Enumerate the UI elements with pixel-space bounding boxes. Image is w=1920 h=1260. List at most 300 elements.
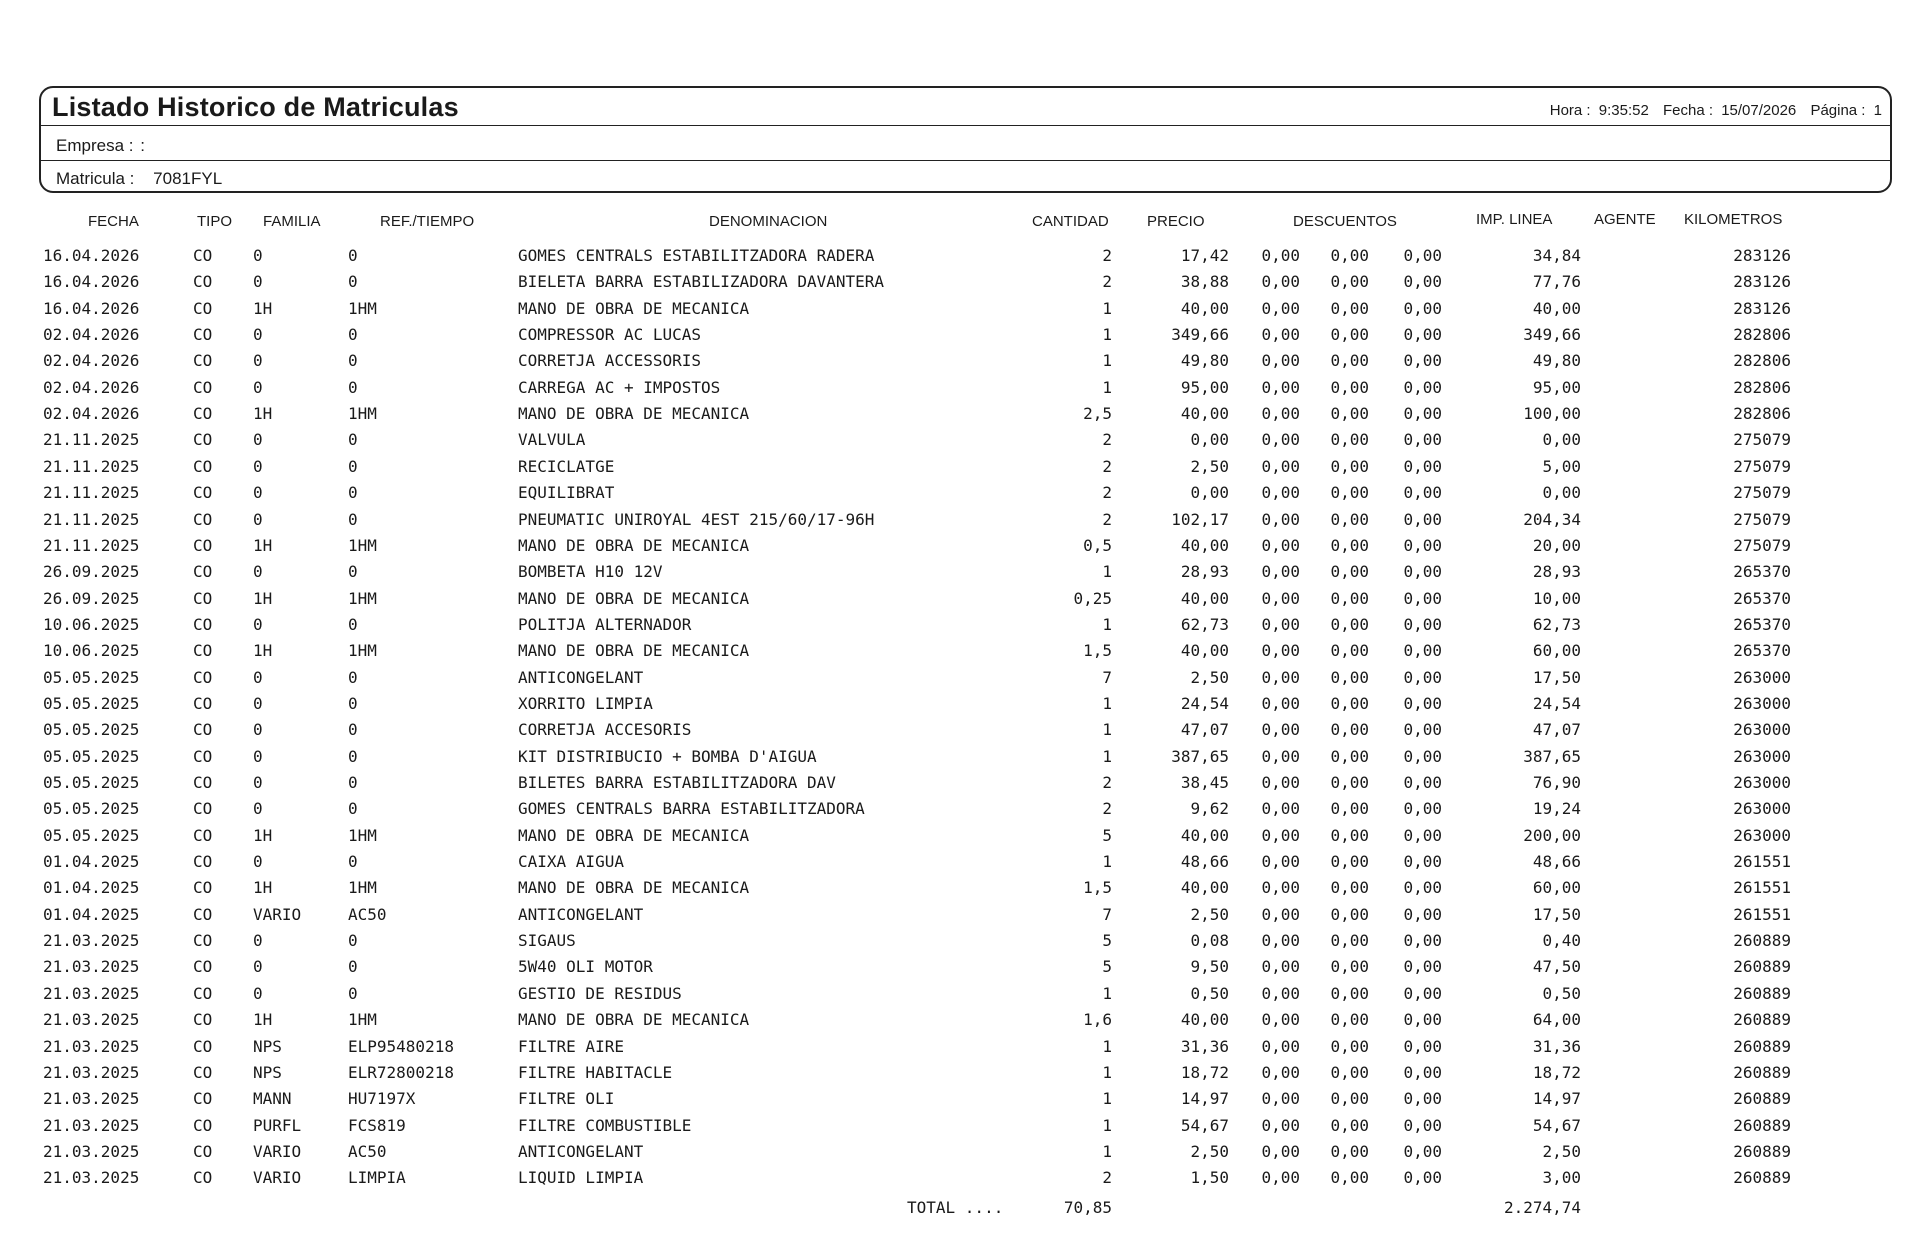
table-row	[0, 510, 1920, 536]
cell-kilometros: 260889	[1733, 1062, 1791, 1082]
cell-kilometros: 263000	[1733, 825, 1791, 845]
cell-descuento-1: 0,00	[1261, 588, 1300, 608]
cell-denominacion: MANO DE OBRA DE MECANICA	[518, 298, 750, 318]
cell-descuento-2: 0,00	[1330, 272, 1369, 292]
cell-ref: 0	[348, 773, 358, 792]
cell-familia: 1H	[253, 588, 273, 608]
table-row	[0, 799, 1920, 825]
cell-cantidad: 2	[1102, 483, 1112, 503]
cell-precio: 0,00	[1190, 483, 1229, 503]
cell-imp-linea: 17,50	[1532, 904, 1581, 924]
cell-kilometros: 263000	[1733, 799, 1791, 819]
cell-fecha: 05.05.2025	[43, 825, 140, 845]
cell-descuento-1: 0,00	[1261, 1141, 1300, 1161]
cell-denominacion: BIELETA BARRA ESTABILIZADORA DAVANTERA	[518, 272, 885, 292]
fecha-label: Fecha :	[1662, 102, 1714, 119]
cell-kilometros: 260889	[1733, 1141, 1791, 1161]
col-agente: AGENTE	[1594, 211, 1656, 228]
table-row	[0, 483, 1920, 509]
cell-kilometros: 260889	[1733, 1036, 1791, 1056]
cell-tipo: CO	[193, 799, 213, 819]
cell-precio: 0,50	[1190, 983, 1229, 1003]
cell-descuento-2: 0,00	[1330, 325, 1369, 345]
cell-ref: 0	[348, 430, 358, 450]
cell-denominacion: XORRITO LIMPIA	[518, 693, 653, 713]
cell-familia: 0	[253, 509, 263, 529]
cell-tipo: CO	[193, 430, 213, 450]
cell-precio: 62,73	[1180, 614, 1229, 634]
cell-descuento-1: 0,00	[1261, 878, 1300, 898]
cell-precio: 40,00	[1180, 878, 1229, 898]
cell-descuento-3: 0,00	[1403, 1062, 1442, 1082]
cell-descuento-3: 0,00	[1403, 325, 1442, 345]
empresa-field	[56, 136, 145, 156]
cell-descuento-3: 0,00	[1403, 1089, 1442, 1109]
cell-descuento-1: 0,00	[1261, 351, 1300, 371]
cell-descuento-3: 0,00	[1403, 456, 1442, 476]
cell-descuento-3: 0,00	[1403, 852, 1442, 872]
cell-imp-linea: 20,00	[1532, 535, 1581, 555]
cell-cantidad: 1	[1102, 983, 1112, 1003]
table-row	[0, 1037, 1920, 1063]
cell-kilometros: 283126	[1733, 298, 1791, 318]
cell-descuento-1: 0,00	[1261, 325, 1300, 345]
cell-familia: 0	[253, 799, 263, 819]
cell-fecha: 21.11.2025	[43, 509, 140, 529]
cell-descuento-1: 0,00	[1261, 1062, 1300, 1082]
table-row	[0, 878, 1920, 904]
table-row	[0, 694, 1920, 720]
cell-descuento-1: 0,00	[1261, 509, 1300, 529]
cell-ref: 0	[348, 483, 358, 503]
cell-denominacion: FILTRE COMBUSTIBLE	[518, 1115, 692, 1135]
cell-imp-linea: 47,07	[1532, 720, 1581, 740]
cell-descuento-2: 0,00	[1330, 667, 1369, 687]
cell-tipo: CO	[193, 1168, 213, 1188]
cell-precio: 14,97	[1180, 1089, 1229, 1109]
cell-fecha: 01.04.2025	[43, 904, 140, 924]
cell-familia: 0	[253, 720, 263, 740]
cell-cantidad: 2	[1102, 246, 1112, 265]
cell-denominacion: BILETES BARRA ESTABILITZADORA DAV	[518, 773, 836, 792]
table-row	[0, 931, 1920, 957]
cell-denominacion: BOMBETA H10 12V	[518, 562, 663, 582]
table-row	[0, 615, 1920, 641]
cell-familia: 0	[253, 325, 263, 345]
col-descuentos: DESCUENTOS	[1293, 213, 1397, 230]
cell-imp-linea: 31,36	[1532, 1036, 1581, 1056]
cell-familia: 0	[253, 693, 263, 713]
table-row	[0, 668, 1920, 694]
cell-descuento-3: 0,00	[1403, 1168, 1442, 1188]
cell-precio: 38,88	[1180, 272, 1229, 292]
cell-descuento-1: 0,00	[1261, 799, 1300, 819]
cell-imp-linea: 40,00	[1532, 298, 1581, 318]
table-row	[0, 404, 1920, 430]
cell-cantidad: 1	[1102, 298, 1112, 318]
cell-kilometros: 283126	[1733, 272, 1791, 292]
table-row	[0, 536, 1920, 562]
cell-tipo: CO	[193, 246, 213, 265]
cell-descuento-3: 0,00	[1403, 720, 1442, 740]
cell-denominacion: MANO DE OBRA DE MECANICA	[518, 1010, 750, 1030]
cell-tipo: CO	[193, 456, 213, 476]
cell-kilometros: 282806	[1733, 351, 1791, 371]
cell-descuento-2: 0,00	[1330, 799, 1369, 819]
cell-kilometros: 263000	[1733, 720, 1791, 740]
cell-ref: 0	[348, 614, 358, 634]
table-row	[0, 272, 1920, 298]
cell-descuento-1: 0,00	[1261, 377, 1300, 397]
cell-ref: 0	[348, 246, 358, 265]
cell-descuento-3: 0,00	[1403, 377, 1442, 397]
cell-familia: 0	[253, 351, 263, 371]
cell-descuento-1: 0,00	[1261, 1168, 1300, 1188]
cell-kilometros: 260889	[1733, 1168, 1791, 1188]
cell-cantidad: 1,5	[1083, 878, 1112, 898]
cell-fecha: 16.04.2026	[43, 298, 140, 318]
cell-descuento-2: 0,00	[1330, 773, 1369, 792]
cell-precio: 17,42	[1180, 246, 1229, 265]
cell-cantidad: 2	[1102, 773, 1112, 792]
cell-familia: 0	[253, 746, 263, 766]
cell-descuento-1: 0,00	[1261, 246, 1300, 265]
cell-fecha: 02.04.2026	[43, 351, 140, 371]
cell-familia: 0	[253, 931, 263, 951]
table-row	[0, 1010, 1920, 1036]
cell-descuento-2: 0,00	[1330, 1168, 1369, 1188]
cell-ref: ELP95480218	[348, 1036, 454, 1056]
cell-ref: 1HM	[348, 298, 377, 318]
cell-descuento-2: 0,00	[1330, 957, 1369, 977]
cell-descuento-1: 0,00	[1261, 562, 1300, 582]
cell-denominacion: ANTICONGELANT	[518, 667, 644, 687]
cell-tipo: CO	[193, 351, 213, 371]
cell-precio: 40,00	[1180, 641, 1229, 661]
cell-ref: 0	[348, 272, 358, 292]
cell-familia: 0	[253, 773, 263, 792]
cell-tipo: CO	[193, 773, 213, 792]
cell-descuento-1: 0,00	[1261, 404, 1300, 424]
cell-denominacion: ANTICONGELANT	[518, 1141, 644, 1161]
cell-fecha: 21.03.2025	[43, 1141, 140, 1161]
cell-ref: 1HM	[348, 535, 377, 555]
cell-descuento-3: 0,00	[1403, 957, 1442, 977]
cell-cantidad: 1,5	[1083, 641, 1112, 661]
cell-kilometros: 275079	[1733, 430, 1791, 450]
cell-familia: 1H	[253, 825, 273, 845]
cell-kilometros: 275079	[1733, 456, 1791, 476]
cell-descuento-1: 0,00	[1261, 720, 1300, 740]
cell-familia: 1H	[253, 404, 273, 424]
cell-imp-linea: 19,24	[1532, 799, 1581, 819]
cell-tipo: CO	[193, 272, 213, 292]
cell-denominacion: GESTIO DE RESIDUS	[518, 983, 682, 1003]
total-cantidad: 70,85	[1063, 1198, 1112, 1217]
cell-precio: 40,00	[1180, 1010, 1229, 1030]
hora-label: Hora :	[1549, 102, 1591, 119]
cell-descuento-2: 0,00	[1330, 1115, 1369, 1135]
table-row	[0, 747, 1920, 773]
cell-descuento-1: 0,00	[1261, 456, 1300, 476]
cell-imp-linea: 60,00	[1532, 878, 1581, 898]
cell-imp-linea: 28,93	[1532, 562, 1581, 582]
cell-tipo: CO	[193, 746, 213, 766]
cell-ref: 0	[348, 720, 358, 740]
cell-fecha: 21.11.2025	[43, 456, 140, 476]
cell-fecha: 05.05.2025	[43, 720, 140, 740]
cell-cantidad: 7	[1102, 904, 1112, 924]
cell-imp-linea: 14,97	[1532, 1089, 1581, 1109]
cell-kilometros: 261551	[1733, 852, 1791, 872]
cell-fecha: 02.04.2026	[43, 404, 140, 424]
cell-descuento-1: 0,00	[1261, 746, 1300, 766]
cell-descuento-3: 0,00	[1403, 298, 1442, 318]
cell-cantidad: 7	[1102, 667, 1112, 687]
table-row	[0, 720, 1920, 746]
cell-descuento-2: 0,00	[1330, 1010, 1369, 1030]
cell-tipo: CO	[193, 667, 213, 687]
cell-tipo: CO	[193, 509, 213, 529]
cell-descuento-3: 0,00	[1403, 667, 1442, 687]
cell-imp-linea: 77,76	[1532, 272, 1581, 292]
cell-familia: 0	[253, 483, 263, 503]
cell-descuento-3: 0,00	[1403, 746, 1442, 766]
cell-ref: 0	[348, 957, 358, 977]
cell-fecha: 26.09.2025	[43, 588, 140, 608]
cell-imp-linea: 100,00	[1523, 404, 1581, 424]
pagina-label: Página :	[1810, 102, 1866, 119]
cell-descuento-2: 0,00	[1330, 931, 1369, 951]
cell-ref: 0	[348, 799, 358, 819]
cell-descuento-3: 0,00	[1403, 773, 1442, 792]
cell-familia: VARIO	[253, 1141, 302, 1161]
cell-descuento-3: 0,00	[1403, 535, 1442, 555]
cell-familia: 0	[253, 246, 263, 265]
cell-ref: 0	[348, 509, 358, 529]
cell-precio: 2,50	[1190, 904, 1229, 924]
cell-descuento-3: 0,00	[1403, 1141, 1442, 1161]
cell-precio: 40,00	[1180, 588, 1229, 608]
cell-kilometros: 260889	[1733, 1115, 1791, 1135]
cell-descuento-2: 0,00	[1330, 614, 1369, 634]
hora-value: 9:35:52	[1598, 102, 1649, 119]
cell-descuento-1: 0,00	[1261, 1115, 1300, 1135]
cell-descuento-2: 0,00	[1330, 983, 1369, 1003]
cell-ref: 1HM	[348, 878, 377, 898]
cell-ref: 0	[348, 746, 358, 766]
cell-ref: 1HM	[348, 1010, 377, 1030]
cell-imp-linea: 2,50	[1542, 1141, 1581, 1161]
cell-descuento-2: 0,00	[1330, 377, 1369, 397]
table-row	[0, 957, 1920, 983]
col-kilometros: KILOMETROS	[1684, 211, 1783, 228]
cell-ref: 0	[348, 852, 358, 872]
cell-descuento-2: 0,00	[1330, 562, 1369, 582]
cell-tipo: CO	[193, 562, 213, 582]
cell-descuento-2: 0,00	[1330, 456, 1369, 476]
cell-precio: 2,50	[1190, 667, 1229, 687]
cell-imp-linea: 62,73	[1532, 614, 1581, 634]
cell-denominacion: MANO DE OBRA DE MECANICA	[518, 404, 750, 424]
cell-ref: 0	[348, 983, 358, 1003]
cell-tipo: CO	[193, 878, 213, 898]
cell-familia: 1H	[253, 298, 273, 318]
cell-descuento-3: 0,00	[1403, 509, 1442, 529]
cell-denominacion: MANO DE OBRA DE MECANICA	[518, 535, 750, 555]
table-row	[0, 852, 1920, 878]
cell-cantidad: 1	[1102, 720, 1112, 740]
cell-denominacion: KIT DISTRIBUCIO + BOMBA D'AIGUA	[518, 746, 817, 766]
cell-cantidad: 5	[1102, 825, 1112, 845]
cell-cantidad: 2	[1102, 456, 1112, 476]
cell-descuento-1: 0,00	[1261, 693, 1300, 713]
matricula-field	[56, 169, 222, 189]
cell-ref: LIMPIA	[348, 1168, 406, 1188]
cell-fecha: 02.04.2026	[43, 325, 140, 345]
cell-ref: 0	[348, 351, 358, 371]
cell-imp-linea: 24,54	[1532, 693, 1581, 713]
table-row	[0, 1063, 1920, 1089]
cell-descuento-1: 0,00	[1261, 641, 1300, 661]
col-ref: REF./TIEMPO	[380, 213, 475, 230]
cell-cantidad: 1	[1102, 1089, 1112, 1109]
cell-fecha: 02.04.2026	[43, 377, 140, 397]
cell-precio: 54,67	[1180, 1115, 1229, 1135]
cell-denominacion: 5W40 OLI MOTOR	[518, 957, 653, 977]
table-row	[0, 905, 1920, 931]
cell-descuento-3: 0,00	[1403, 404, 1442, 424]
matricula-label: Matricula :	[56, 169, 135, 188]
cell-denominacion: CORRETJA ACCESSORIS	[518, 351, 702, 371]
cell-denominacion: PNEUMATIC UNIROYAL 4EST 215/60/17-96H	[518, 509, 875, 529]
cell-denominacion: SIGAUS	[518, 931, 576, 951]
cell-ref: 0	[348, 693, 358, 713]
cell-kilometros: 263000	[1733, 693, 1791, 713]
cell-descuento-2: 0,00	[1330, 693, 1369, 713]
table-row	[0, 1168, 1920, 1194]
cell-tipo: CO	[193, 1062, 213, 1082]
cell-denominacion: EQUILIBRAT	[518, 483, 615, 503]
cell-tipo: CO	[193, 641, 213, 661]
cell-descuento-2: 0,00	[1330, 904, 1369, 924]
cell-kilometros: 275079	[1733, 509, 1791, 529]
cell-descuento-1: 0,00	[1261, 1089, 1300, 1109]
cell-familia: VARIO	[253, 904, 302, 924]
cell-kilometros: 260889	[1733, 1089, 1791, 1109]
cell-imp-linea: 48,66	[1532, 852, 1581, 872]
cell-fecha: 21.03.2025	[43, 1115, 140, 1135]
cell-fecha: 21.03.2025	[43, 957, 140, 977]
cell-precio: 40,00	[1180, 535, 1229, 555]
cell-cantidad: 2	[1102, 799, 1112, 819]
cell-familia: VARIO	[253, 1168, 302, 1188]
cell-descuento-1: 0,00	[1261, 983, 1300, 1003]
cell-imp-linea: 60,00	[1532, 641, 1581, 661]
fecha-value: 15/07/2026	[1721, 102, 1797, 119]
cell-denominacion: ANTICONGELANT	[518, 904, 644, 924]
col-tipo: TIPO	[197, 213, 233, 230]
cell-imp-linea: 0,00	[1542, 483, 1581, 503]
cell-tipo: CO	[193, 614, 213, 634]
cell-cantidad: 1	[1102, 1141, 1112, 1161]
cell-descuento-1: 0,00	[1261, 272, 1300, 292]
cell-descuento-2: 0,00	[1330, 535, 1369, 555]
cell-kilometros: 260889	[1733, 931, 1791, 951]
cell-tipo: CO	[193, 1141, 213, 1161]
table-row	[0, 457, 1920, 483]
cell-fecha: 16.04.2026	[43, 246, 140, 265]
cell-fecha: 21.11.2025	[43, 483, 140, 503]
cell-cantidad: 1	[1102, 746, 1112, 766]
cell-denominacion: FILTRE AIRE	[518, 1036, 624, 1056]
cell-kilometros: 260889	[1733, 983, 1791, 1003]
table-row	[0, 299, 1920, 325]
cell-imp-linea: 0,40	[1542, 931, 1581, 951]
cell-ref: FCS819	[348, 1115, 406, 1135]
col-cantidad: CANTIDAD	[1032, 213, 1109, 230]
cell-fecha: 21.03.2025	[43, 1036, 140, 1056]
cell-familia: NPS	[253, 1062, 282, 1082]
cell-tipo: CO	[193, 904, 213, 924]
table-row	[0, 984, 1920, 1010]
cell-fecha: 05.05.2025	[43, 746, 140, 766]
cell-familia: 1H	[253, 641, 273, 661]
cell-tipo: CO	[193, 377, 213, 397]
cell-descuento-2: 0,00	[1330, 825, 1369, 845]
cell-denominacion: MANO DE OBRA DE MECANICA	[518, 825, 750, 845]
cell-fecha: 16.04.2026	[43, 272, 140, 292]
cell-familia: 0	[253, 456, 263, 476]
cell-fecha: 05.05.2025	[43, 667, 140, 687]
cell-cantidad: 1	[1102, 614, 1112, 634]
cell-descuento-1: 0,00	[1261, 614, 1300, 634]
cell-familia: 0	[253, 562, 263, 582]
cell-descuento-3: 0,00	[1403, 693, 1442, 713]
cell-denominacion: FILTRE OLI	[518, 1089, 615, 1109]
table-row	[0, 826, 1920, 852]
cell-cantidad: 1	[1102, 693, 1112, 713]
cell-descuento-3: 0,00	[1403, 641, 1442, 661]
cell-kilometros: 265370	[1733, 588, 1791, 608]
col-familia: FAMILIA	[263, 213, 321, 230]
cell-cantidad: 2	[1102, 272, 1112, 292]
table-row	[0, 1116, 1920, 1142]
cell-tipo: CO	[193, 931, 213, 951]
cell-cantidad: 5	[1102, 931, 1112, 951]
cell-kilometros: 261551	[1733, 904, 1791, 924]
cell-kilometros: 265370	[1733, 562, 1791, 582]
cell-descuento-2: 0,00	[1330, 641, 1369, 661]
cell-ref: 1HM	[348, 641, 377, 661]
cell-descuento-3: 0,00	[1403, 614, 1442, 634]
cell-denominacion: LIQUID LIMPIA	[518, 1168, 644, 1188]
cell-fecha: 21.03.2025	[43, 1089, 140, 1109]
cell-tipo: CO	[193, 325, 213, 345]
cell-denominacion: CORRETJA ACCESORIS	[518, 720, 692, 740]
cell-kilometros: 265370	[1733, 641, 1791, 661]
cell-imp-linea: 18,72	[1532, 1062, 1581, 1082]
cell-fecha: 05.05.2025	[43, 693, 140, 713]
cell-precio: 2,50	[1190, 456, 1229, 476]
cell-tipo: CO	[193, 720, 213, 740]
cell-precio: 47,07	[1180, 720, 1229, 740]
col-fecha: FECHA	[88, 213, 139, 230]
cell-descuento-2: 0,00	[1330, 746, 1369, 766]
col-imp-linea: IMP. LINEA	[1476, 211, 1553, 228]
cell-imp-linea: 0,50	[1542, 983, 1581, 1003]
cell-descuento-1: 0,00	[1261, 825, 1300, 845]
